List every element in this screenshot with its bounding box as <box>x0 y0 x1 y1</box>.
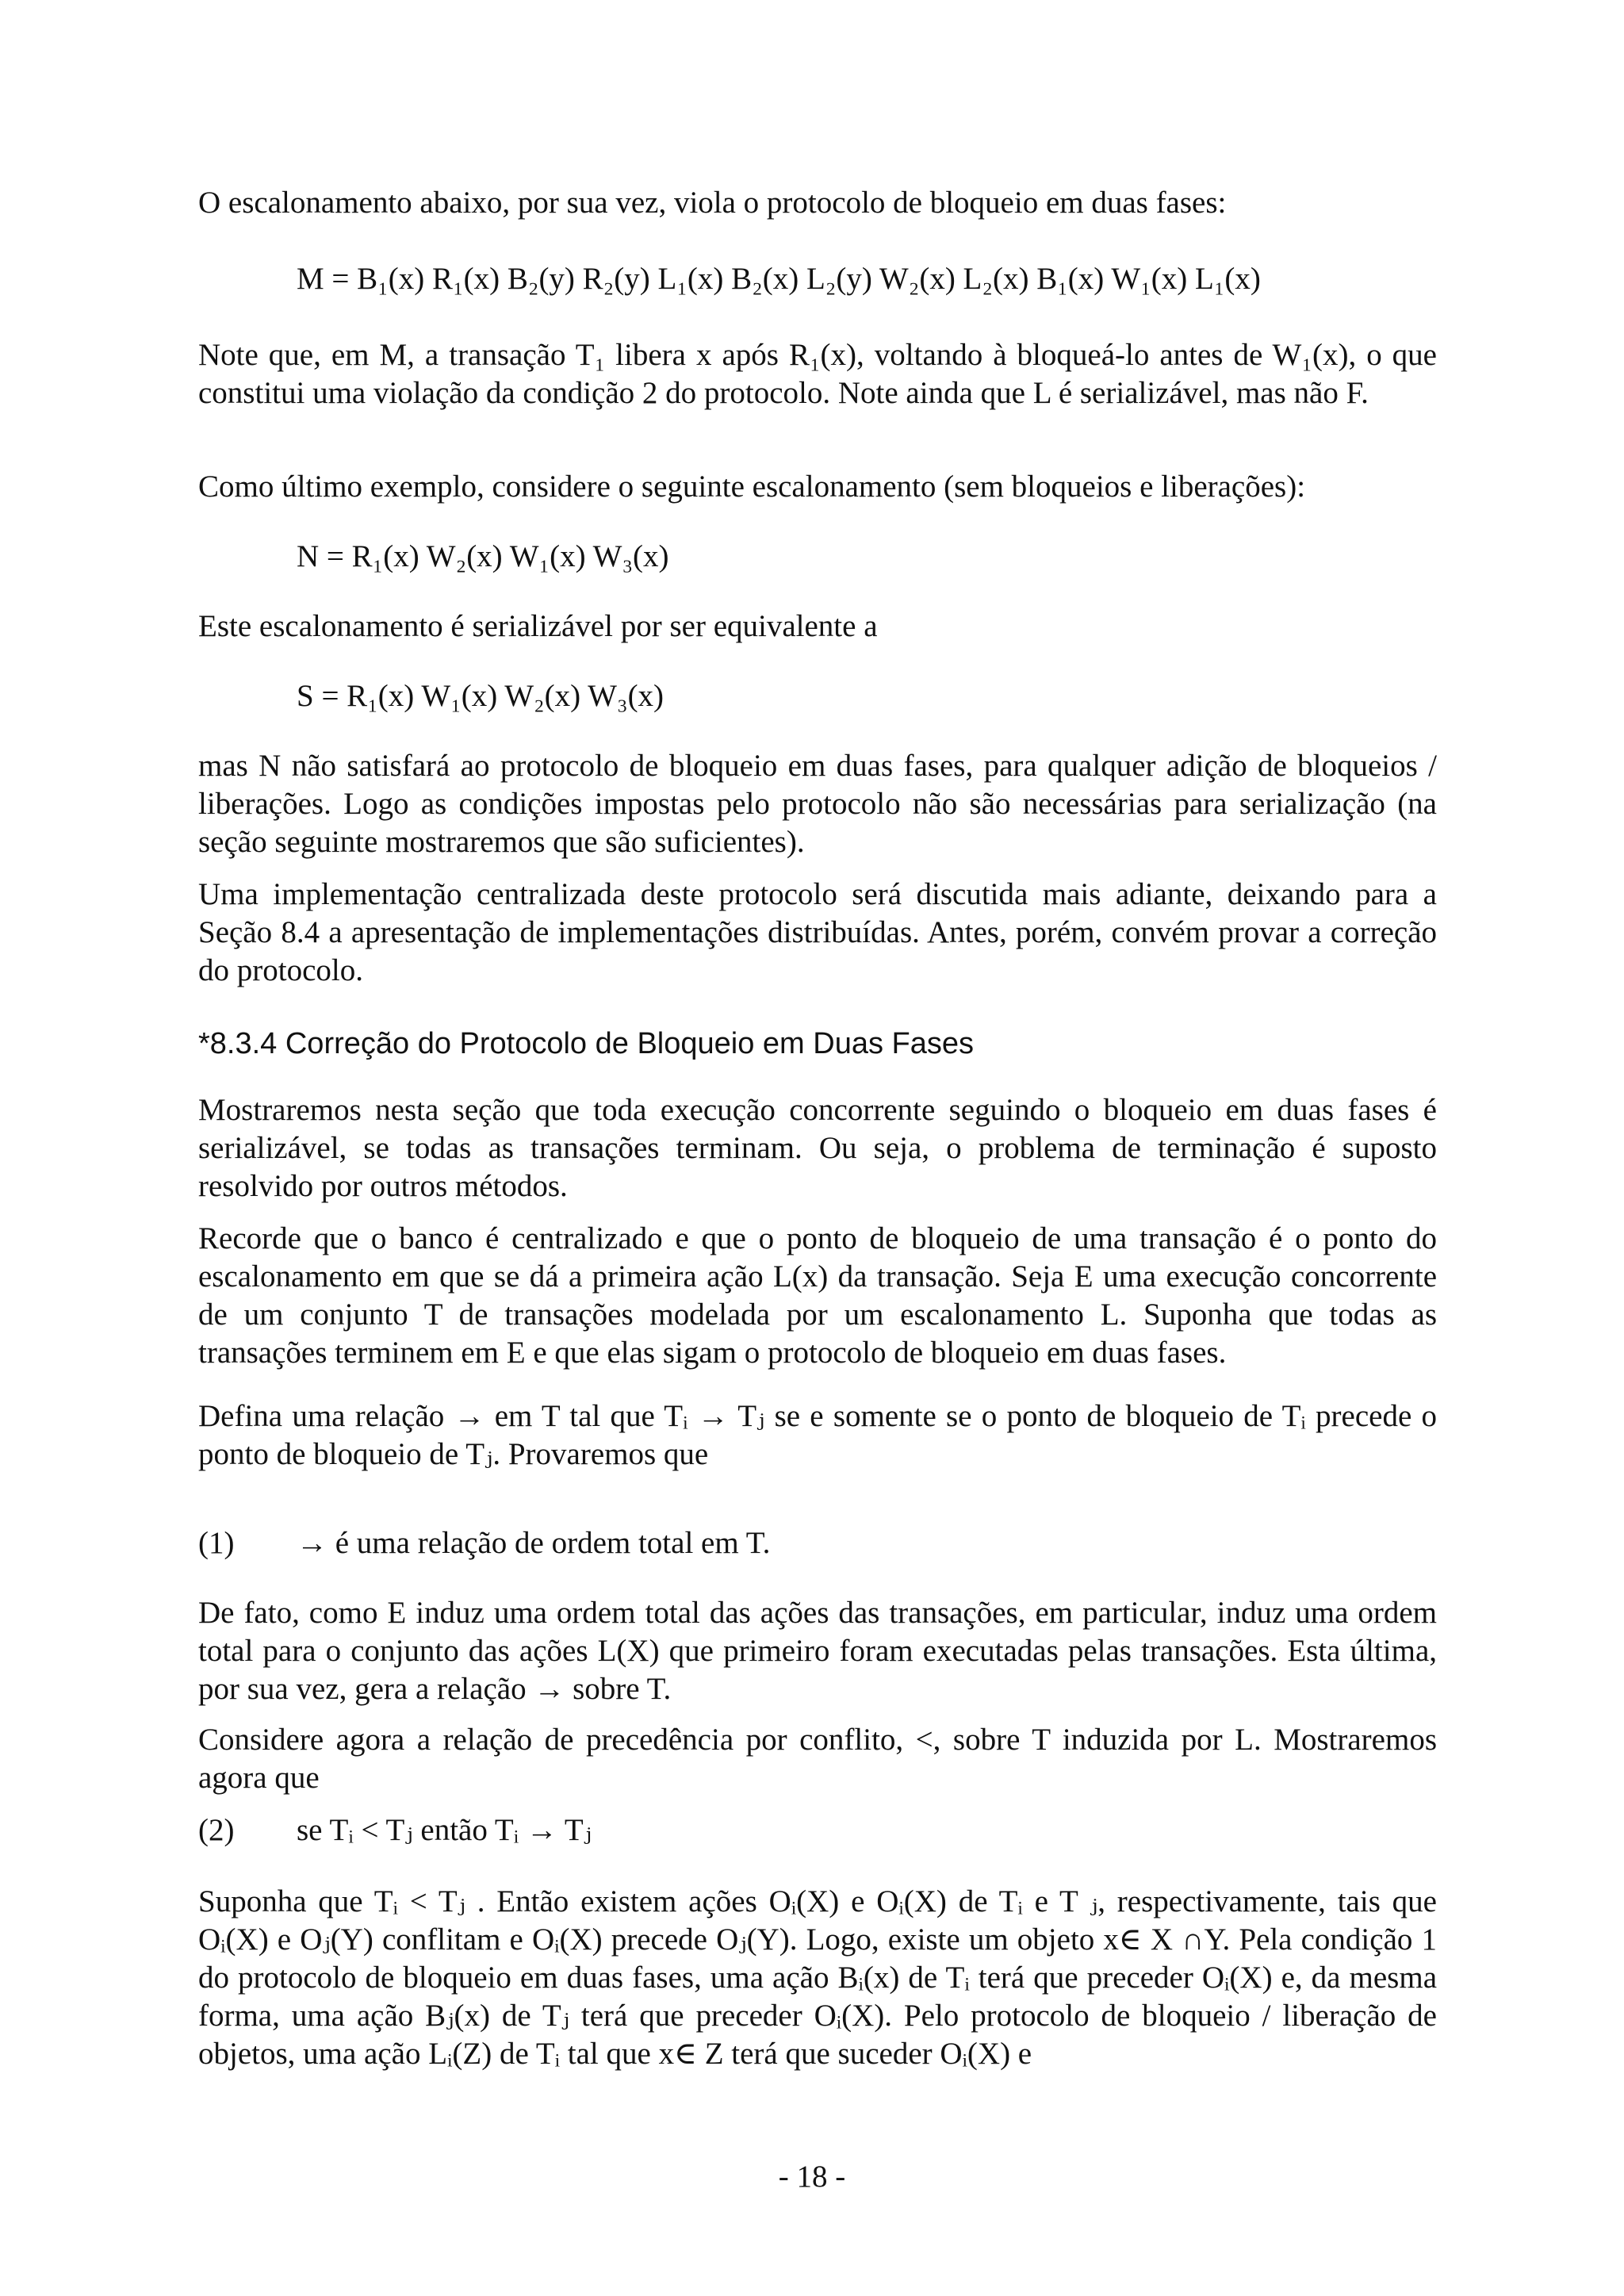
statement-1-number: (1) <box>198 1526 235 1560</box>
numbered-statement-1 <box>198 1524 770 1562</box>
paragraph-9: Defina uma relação → em T tal que Tᵢ → Tⱼ se e somente se o ponto de bloqueio de Tᵢ precede o ponto de bloqueio de Tⱼ. Provaremos que <box>198 1399 1437 1471</box>
paragraph-8: Recorde que o banco é centralizado e que o ponto de bloqueio de uma transação é o ponto do escalonamento em que se dá a primeira ação L(x) da transação. Seja E uma execução concorrente de um conjunto T de transações modelada por um escalonamento L. Suponha que todas as transações terminem em E e que elas sigam o protocolo de bloqueio em duas fases. <box>198 1221 1437 1370</box>
formula-m: M = B₁(x) R₁(x) B₂(y) R₂(y) L₁(x) B₂(x) L₂(y) W₂(x) L₂(x) B₁(x) W₁(x) L₁(x) <box>297 262 1261 296</box>
page-number: - 18 - <box>778 2160 846 2194</box>
section-heading: *8.3.4 Correção do Protocolo de Bloqueio em Duas Fases <box>198 1027 974 1060</box>
statement-2-number: (2) <box>198 1813 235 1847</box>
paragraph-1: O escalonamento abaixo, por sua vez, viola o protocolo de bloqueio em duas fases: <box>198 186 1227 220</box>
statement-1-text: → é uma relação de ordem total em T. <box>297 1526 771 1560</box>
paragraph-4: Este escalonamento é serializável por ser equivalente a <box>198 609 878 643</box>
paragraph-3: Como último exemplo, considere o seguinte escalonamento (sem bloqueios e liberações): <box>198 470 1306 504</box>
paragraph-12: Suponha que Tᵢ < Tⱼ . Então existem ações Oᵢ(X) e Oᵢ(X) de Tᵢ e T ⱼ, respectivamente, tais que Oᵢ(X) e Oⱼ(Y) conflitam e Oᵢ(X) precede Oⱼ(Y). Logo, existe um objeto x∈ X ∩Y. Pela condição 1 do protocolo de bloqueio em duas fases, uma ação Bᵢ(x) de Tᵢ terá que preceder Oᵢ(X) e, da mesma forma, uma ação Bⱼ(x) de Tⱼ terá que preceder Oᵢ(X). Pelo protocolo de bloqueio / liberação de objetos, uma ação Lᵢ(Z) de Tᵢ tal que x∈ Z terá que suceder Oᵢ(X) e <box>198 1884 1437 2071</box>
paragraph-10: De fato, como E induz uma ordem total das ações das transações, em particular, induz uma ordem total para o conjunto das ações L(X) que primeiro foram executadas pelas transações. Esta última, por sua vez, gera a relação → sobre T. <box>198 1596 1437 1706</box>
paragraph-11: Considere agora a relação de precedência por conflito, <, sobre T induzida por L. Mostraremos agora que <box>198 1723 1437 1795</box>
statement-2-text: se Tᵢ < Tⱼ então Tᵢ → Tⱼ <box>297 1813 592 1847</box>
formula-s: S = R₁(x) W₁(x) W₂(x) W₃(x) <box>297 679 665 713</box>
numbered-statement-2 <box>198 1811 592 1849</box>
paragraph-6: Uma implementação centralizada deste protocolo será discutida mais adiante, deixando para a Seção 8.4 a apresentação de implementações distribuídas. Antes, porém, convém provar a correção do protocolo. <box>198 877 1437 987</box>
paragraph-7: Mostraremos nesta seção que toda execução concorrente seguindo o bloqueio em duas fases é serializável, se todas as transações terminam. Ou seja, o problema de terminação é suposto resolvido por outros métodos. <box>198 1093 1437 1203</box>
paragraph-2: Note que, em M, a transação T₁ libera x após R₁(x), voltando à bloqueá-lo antes de W₁(x), o que constitui uma violação da condição 2 do protocolo. Note ainda que L é serializável, mas não F. <box>198 338 1437 410</box>
paragraph-5: mas N não satisfará ao protocolo de bloqueio em duas fases, para qualquer adição de bloqueios / liberações. Logo as condições impostas pelo protocolo não são necessárias para serialização (na seção seguinte mostraremos que são suficientes). <box>198 749 1437 859</box>
formula-n: N = R₁(x) W₂(x) W₁(x) W₃(x) <box>297 539 669 573</box>
